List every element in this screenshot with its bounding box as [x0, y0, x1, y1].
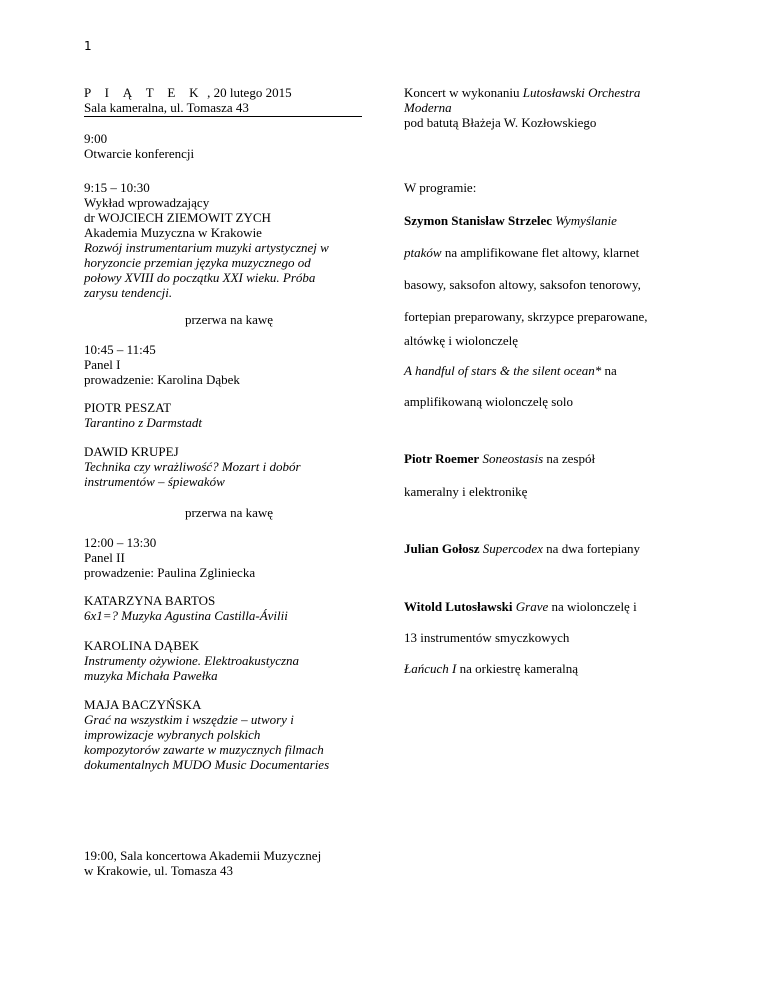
work-title: Supercodex — [482, 541, 543, 556]
instrumentation: altówkę i wiolonczelę — [404, 333, 519, 348]
talk-title: kompozytorów zawarte w muzycznych filmach — [84, 742, 324, 757]
orchestra-name: Lutosławski Orchestra — [522, 85, 641, 100]
talk-title: muzyka Michała Pawełka — [84, 668, 218, 683]
talk-5 — [84, 697, 374, 772]
talk-title: Grać na wszystkim i wszędzie – utwory i — [84, 712, 294, 727]
panel-2-time: 12:00 – 13:30 — [84, 535, 157, 550]
talk-1 — [84, 400, 374, 430]
program-line — [404, 630, 704, 645]
break-1: przerwa na kawę — [184, 312, 274, 327]
panel-1-chair: prowadzenie: Karolina Dąbek — [84, 372, 240, 387]
lecture-title-line: Rozwój instrumentarium muzyki artystycznej w — [84, 240, 329, 255]
composer: Witold Lutosławski — [404, 599, 513, 614]
concert-block — [404, 85, 704, 130]
talk-title: instrumentów – śpiewaków — [84, 474, 225, 489]
instrumentation: na wiolonczelę i — [548, 599, 637, 614]
day-date: , 20 lutego 2015 — [203, 85, 292, 100]
panel-2-chair: prowadzenie: Paulina Zgliniecka — [84, 565, 256, 580]
lecture-title — [84, 240, 374, 300]
lecture-title-line: zarysu tendencji. — [84, 285, 173, 300]
talk-2 — [84, 444, 374, 489]
program-line — [404, 451, 704, 466]
instrumentation: 13 instrumentów smyczkowych — [404, 630, 570, 645]
program-line — [404, 245, 704, 260]
talk-speaker: PIOTR PESZAT — [84, 400, 172, 415]
panel-1-name: Panel I — [84, 357, 121, 372]
program-line — [404, 213, 704, 228]
composer: Julian Gołosz — [404, 541, 480, 556]
day-header — [84, 85, 362, 117]
instrumentation: amplifikowaną wiolonczelę solo — [404, 394, 573, 409]
instrumentation: na orkiestrę kameralną — [456, 661, 578, 676]
program-line — [404, 394, 704, 409]
program-line — [404, 599, 704, 614]
lecture-title-line: połowy XVIII do początku XXI wieku. Próba — [84, 270, 316, 285]
program-line — [404, 661, 704, 676]
talk-title: improwizacje wybranych polskich — [84, 727, 261, 742]
work-title: Soneostasis — [482, 451, 544, 466]
instrumentation: fortepian preparowany, skrzypce preparowane, — [404, 309, 648, 324]
talk-speaker: KAROLINA DĄBEK — [84, 638, 200, 653]
concert-intro: Koncert w wykonaniu — [404, 85, 523, 100]
talk-title: Instrumenty ożywione. Elektroakustyczna — [84, 653, 300, 668]
day-name: P I Ą T E K — [84, 85, 204, 100]
program-line — [404, 277, 704, 292]
instrumentation: na amplifikowane flet altowy, klarnet — [441, 245, 640, 260]
program-line — [404, 309, 704, 324]
work-title: A handful of stars & the silent ocean* — [404, 363, 602, 378]
program-line — [404, 333, 704, 348]
instrumentation: na dwa fortepiany — [542, 541, 641, 556]
talk-title: Technika czy wrażliwość? Mozart i dobór — [84, 459, 301, 474]
opening-time: 9:00 — [84, 131, 108, 146]
lecture-block — [84, 180, 374, 300]
program-line — [404, 363, 704, 378]
composer: Szymon Stanisław Strzelec — [404, 213, 553, 228]
panel-1-block — [84, 342, 374, 387]
break-2: przerwa na kawę — [184, 505, 274, 520]
talk-title: 6x1=? Muzyka Agustina Castilla-Ávilii — [84, 608, 288, 623]
instrumentation: kameralny i elektronikę — [404, 484, 528, 499]
lecture-time: 9:15 – 10:30 — [84, 180, 150, 195]
evening-line: 19:00, Sala koncertowa Akademii Muzycznej — [84, 848, 322, 863]
talk-speaker: MAJA BACZYŃSKA — [84, 697, 202, 712]
talk-4 — [84, 638, 374, 683]
lecture-speaker: dr WOJCIECH ZIEMOWIT ZYCH — [84, 210, 271, 225]
talk-title: dokumentalnych MUDO Music Documentaries — [84, 757, 330, 772]
page-number: 1 — [84, 39, 92, 53]
instrumentation: na — [601, 363, 617, 378]
panel-1-time: 10:45 – 11:45 — [84, 342, 156, 357]
composer: Piotr Roemer — [404, 451, 480, 466]
conductor: pod batutą Błażeja W. Kozłowskiego — [404, 115, 597, 130]
work-title: Wymyślanie — [555, 213, 617, 228]
opening-block — [84, 131, 374, 161]
talk-title: Tarantino z Darmstadt — [84, 415, 202, 430]
opening-title: Otwarcie konferencji — [84, 146, 195, 161]
lecture-type: Wykład wprowadzający — [84, 195, 210, 210]
work-title: Grave — [515, 599, 549, 614]
instrumentation: na zespół — [543, 451, 596, 466]
evening-block — [84, 848, 374, 878]
program-line — [404, 541, 704, 556]
lecture-title-line: horyzoncie przemian języka muzycznego od — [84, 255, 311, 270]
panel-2-name: Panel II — [84, 550, 125, 565]
work-title: Łańcuch I — [404, 661, 457, 676]
evening-line: w Krakowie, ul. Tomasza 43 — [84, 863, 234, 878]
talk-3 — [84, 593, 374, 623]
orchestra-name: Moderna — [404, 100, 452, 115]
program-line — [404, 484, 704, 499]
work-title: ptaków — [404, 245, 442, 260]
day-venue: Sala kameralna, ul. Tomasza 43 — [84, 100, 249, 115]
talk-speaker: KATARZYNA BARTOS — [84, 593, 216, 608]
panel-2-block — [84, 535, 374, 580]
lecture-affiliation: Akademia Muzyczna w Krakowie — [84, 225, 262, 240]
talk-speaker: DAWID KRUPEJ — [84, 444, 179, 459]
instrumentation: basowy, saksofon altowy, saksofon tenorowy, — [404, 277, 641, 292]
program-label: W programie: — [404, 180, 477, 195]
